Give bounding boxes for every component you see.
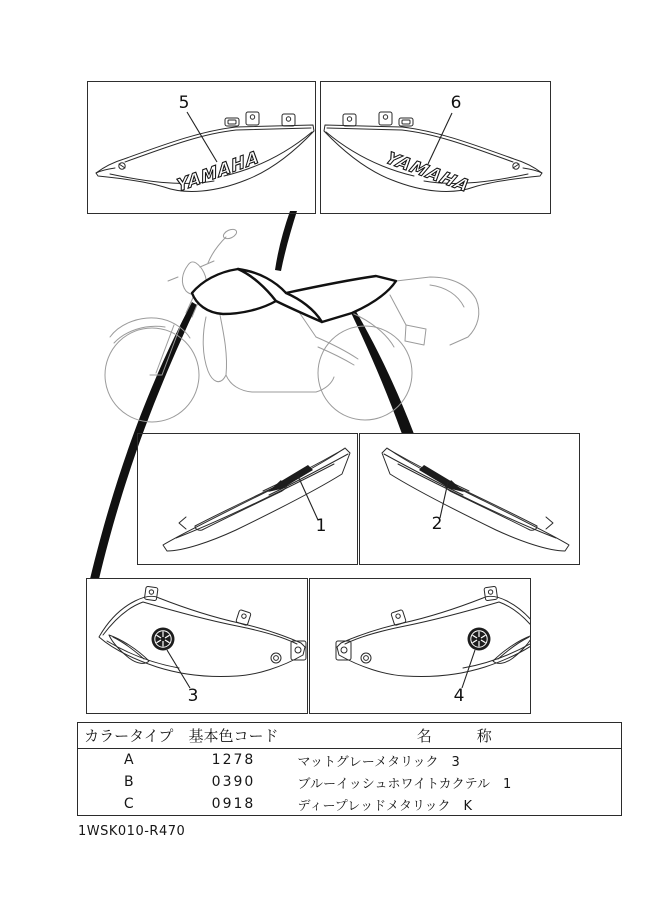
mounting-tabs xyxy=(225,112,295,126)
tank-shroud-right-art xyxy=(336,586,530,676)
figure-box-tank-shroud-right xyxy=(309,578,531,714)
callout-number-2: 2 xyxy=(431,514,443,534)
color-name-cell: ブルーイッシュホワイトカクテル 1 xyxy=(297,776,512,792)
motorcycle-line-drawing xyxy=(105,227,479,422)
figure-box-side-cover-right xyxy=(320,81,551,214)
color-code-cell: 1278 xyxy=(211,752,256,768)
header-name: 名 称 xyxy=(288,723,622,749)
color-name-cell: マットグレーメタリック 3 xyxy=(297,754,460,770)
callout-number-6: 6 xyxy=(450,93,462,113)
color-type-cell: C xyxy=(123,796,134,812)
color-code-cell: 0390 xyxy=(211,774,256,790)
table-row xyxy=(78,771,622,793)
color-name-cell: ディープレッドメタリック K xyxy=(297,798,473,814)
callout-number-5: 5 xyxy=(178,93,190,113)
yamaha-emblem-icon xyxy=(468,628,491,651)
callout-number-4: 4 xyxy=(453,686,465,706)
tank-shroud-left-art xyxy=(99,586,306,676)
figure-box-tank-top-cover-right xyxy=(359,433,580,565)
yamaha-emblem-icon xyxy=(152,628,175,651)
table-row xyxy=(78,749,622,772)
yamaha-logo-decal: YAMAHA xyxy=(381,148,474,197)
color-type-cell: A xyxy=(123,752,134,768)
table-header-row xyxy=(78,723,622,749)
color-type-cell: B xyxy=(123,774,134,790)
mounting-tabs xyxy=(343,112,413,126)
figure-box-side-cover-left xyxy=(87,81,316,214)
callout-number-3: 3 xyxy=(187,686,199,706)
color-code-cell: 0918 xyxy=(211,796,256,812)
figure-box-tank-top-cover-left xyxy=(137,433,358,565)
color-code-table xyxy=(77,722,622,816)
drawing-number: 1WSK010-R470 xyxy=(78,824,186,839)
header-base-color-code: 基本色コード xyxy=(180,723,288,749)
table-row xyxy=(78,793,622,816)
yamaha-logo-decal: YAMAHA xyxy=(175,147,261,197)
figure-box-tank-shroud-left xyxy=(86,578,308,714)
callout-number-1: 1 xyxy=(315,516,327,536)
tank-top-cover-right-art xyxy=(382,448,569,551)
header-color-type: カラータイプ xyxy=(78,723,180,749)
